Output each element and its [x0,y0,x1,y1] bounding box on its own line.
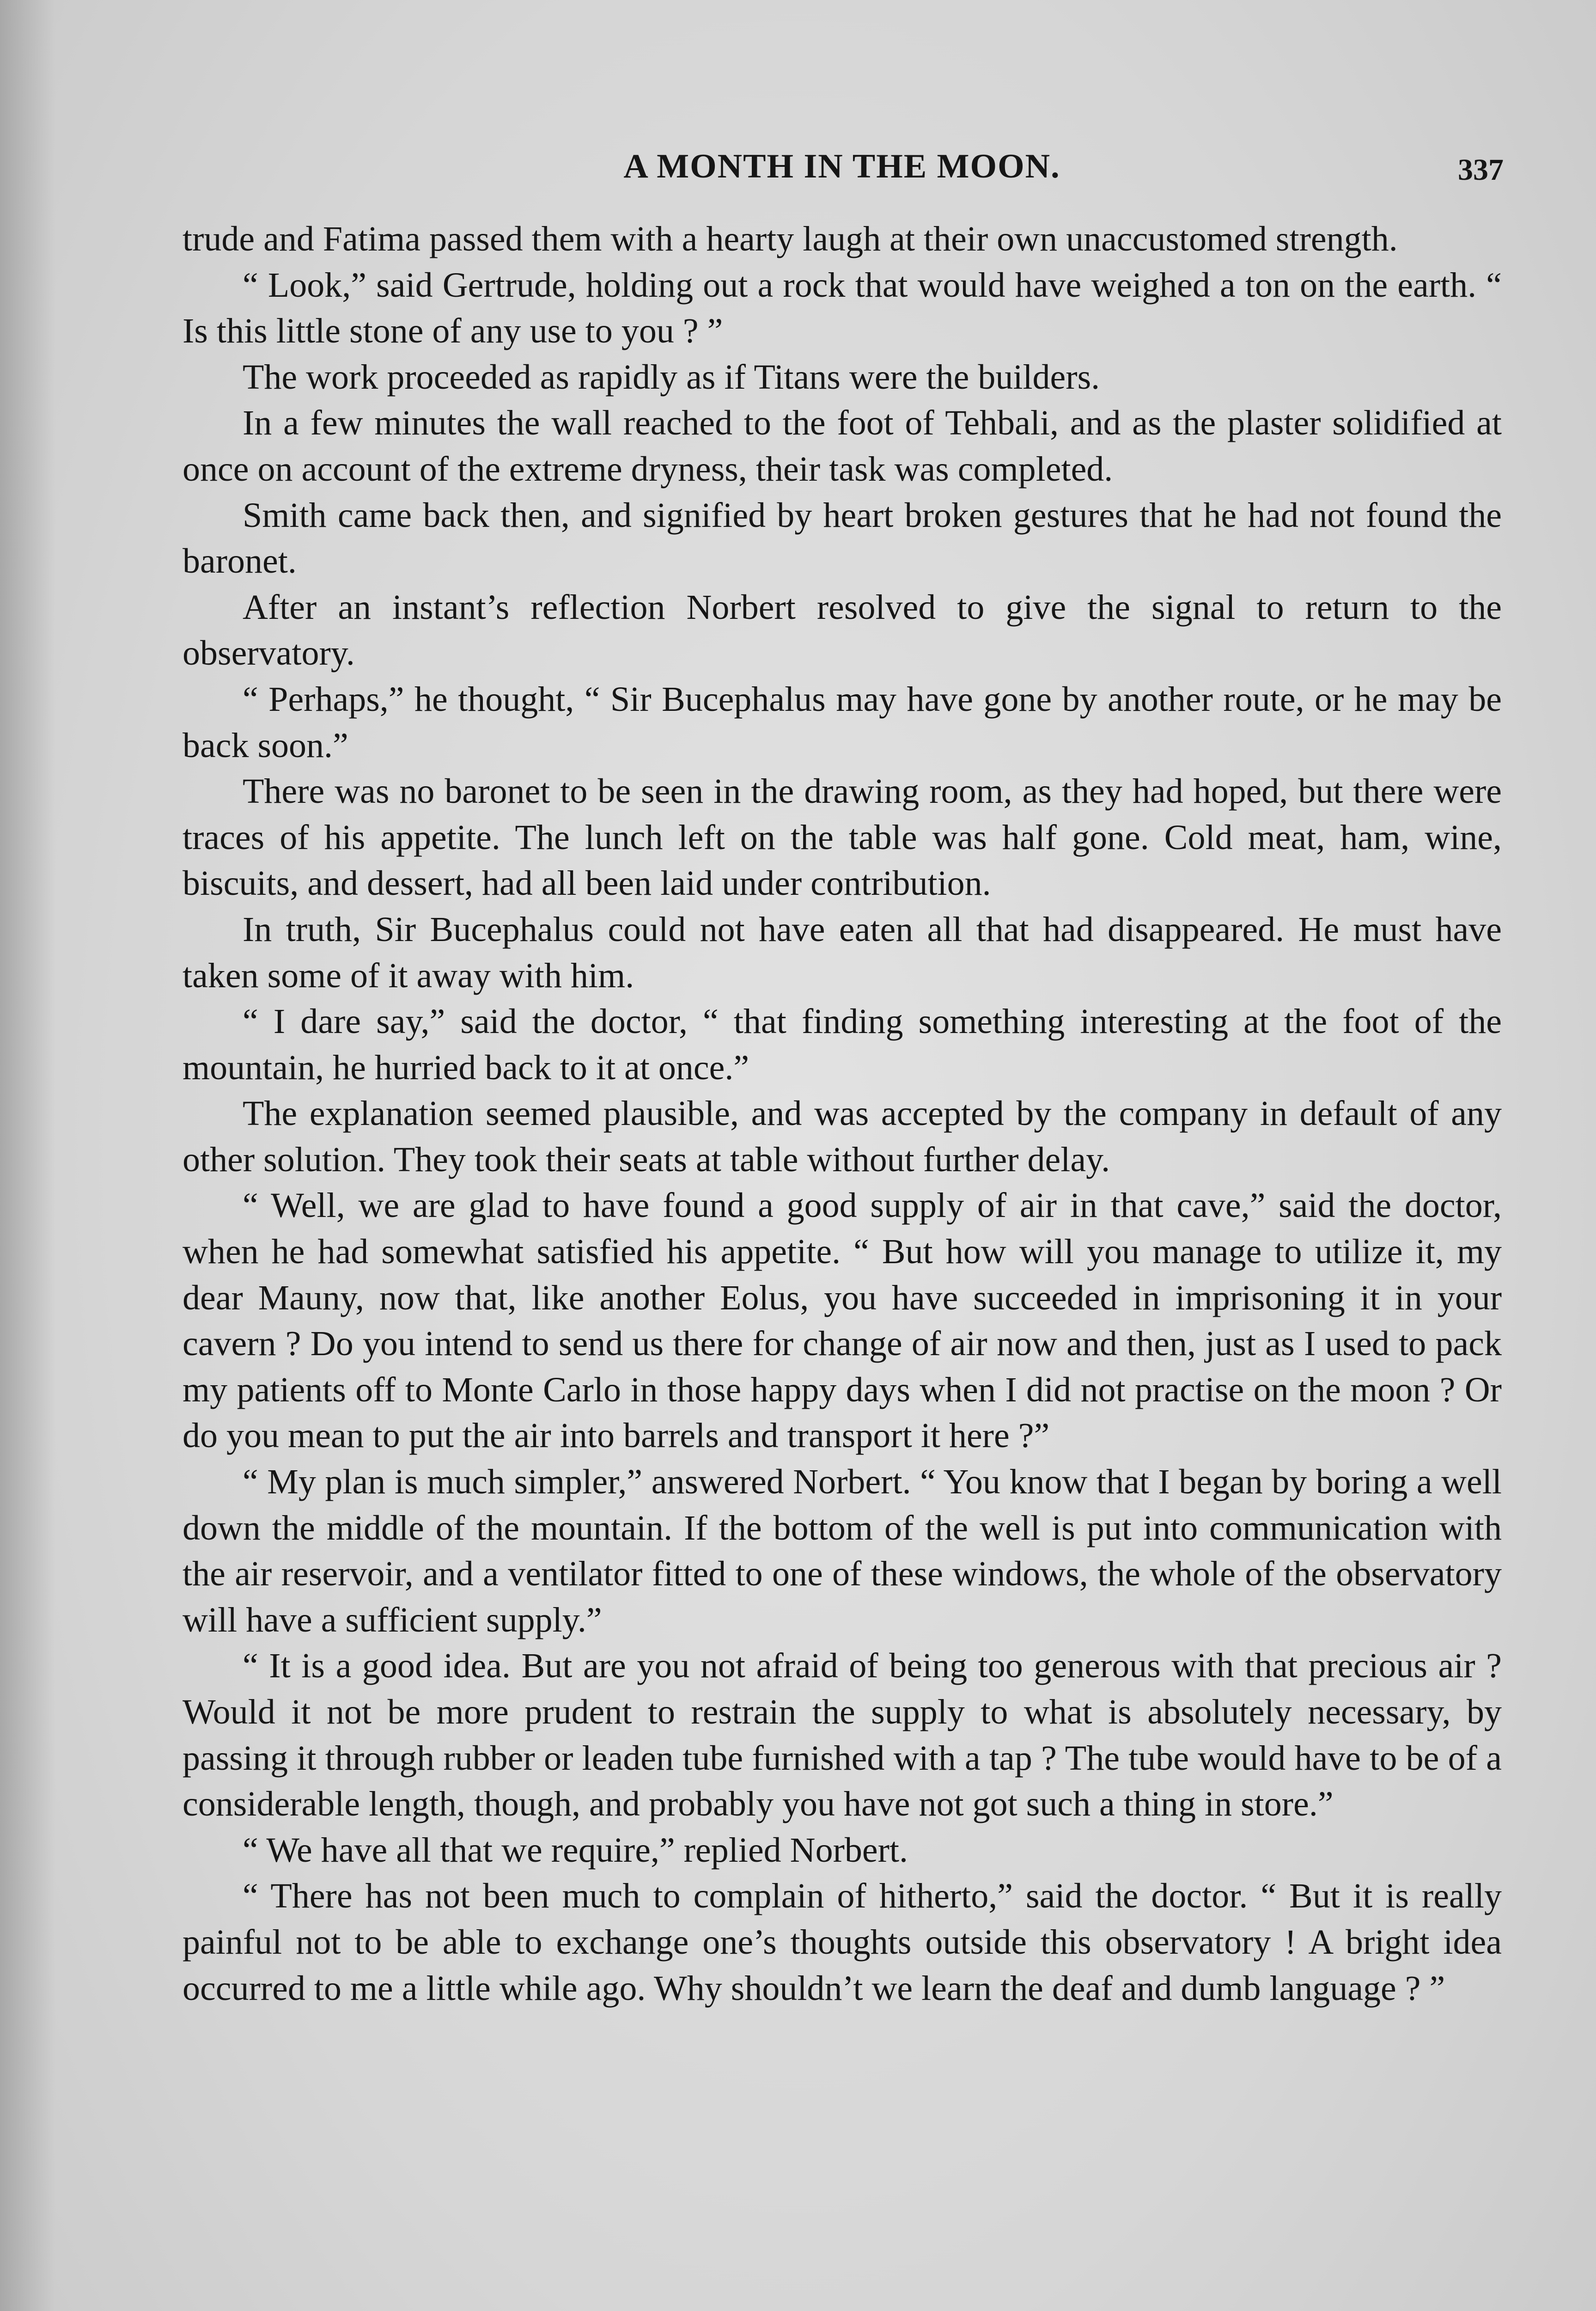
paragraph: “ Perhaps,” he thought, “ Sir Bucephalus may have gone by another route, or he may be back soon.” [183,679,1502,765]
running-head [180,147,1504,198]
paragraph: In a few minutes the wall reached to the foot of Tehbali, and as the plaster solidified at once on account of the extreme dryness, their task was completed. [183,404,1502,489]
paragraph: “ My plan is much simpler,” answered Norbert. “ You know that I began by boring a well down the middle of the mountain. If the bottom of the well is put into communication with the air reservoir, and a ventilator fitted to one of these windows, the whole of the observatory will have a sufficient supply.” [183,1462,1502,1639]
paragraph: “ Well, we are glad to have found a good supply of air in that cave,” said the doctor, when he had somewhat satisfied his appetite. “ But how will you manage to utilize it, my dear Mauny, now that, like another Eolus, you have succeeded in imprisoning it in your cavern ? Do you intend to send us there for change of air now and then, just as I used to pack my patients off to Monte Carlo in those happy days when I did not practise on the moon ? Or do you mean to put the air into barrels and transport it here ?” [183,1186,1502,1455]
paragraph: “ There has not been much to complain of hitherto,” said the doctor. “ But it is really painful not to be able to exchange one’s thoughts outside this observatory ! A bright idea occurred to me a little while ago. Why shouldn’t we learn the deaf and dumb language ? ” [183,1877,1502,2008]
paragraph: Smith came back then, and signified by heart broken gestures that he had not found the baronet. [183,495,1502,581]
paragraph: “ It is a good idea. But are you not afraid of being too generous with that precious air ? Would it not be more prudent to restrain the supply to what is absolutely necessary, by passing it through rubber or leaden tube furnished with a tap ? The tube would have to be of a considerable length, though, and probably you have not got such a thing in store.” [183,1646,1502,1824]
paragraph: After an instant’s reflection Norbert resolved to give the signal to return to the observatory. [183,587,1502,673]
paragraph: “ Look,” said Gertrude, holding out a rock that would have weighed a ton on the earth. “ Is this little stone of any use to you ? ” [183,265,1502,351]
paragraph: trude and Fatima passed them with a hearty laugh at their own unaccustomed strength. [183,220,1398,258]
paragraph: The explanation seemed plausible, and was accepted by the company in default of any other solution. They took their seats at table without further delay. [183,1094,1502,1179]
running-title: A MONTH IN THE MOON. [623,147,1060,185]
paragraph: There was no baronet to be seen in the drawing room, as they had hoped, but there were traces of his appetite. The lunch left on the table was half gone. Cold meat, ham, wine, biscuits, and dessert, had all been laid under contribution. [183,772,1502,903]
paragraph: “ We have all that we require,” replied Norbert. [243,1830,908,1870]
paragraph: “ I dare say,” said the doctor, “ that finding something interesting at the foot of the mountain, he hurried back to it at once.” [183,1002,1502,1087]
paragraph: The work proceeded as rapidly as if Titans were the builders. [243,357,1100,397]
page-number: 337 [1458,153,1504,187]
page-gutter-shadow [0,0,55,2311]
body-text [183,216,1502,2011]
paragraph: In truth, Sir Bucephalus could not have eaten all that had disappeared. He must have taken some of it away with him. [183,910,1502,995]
